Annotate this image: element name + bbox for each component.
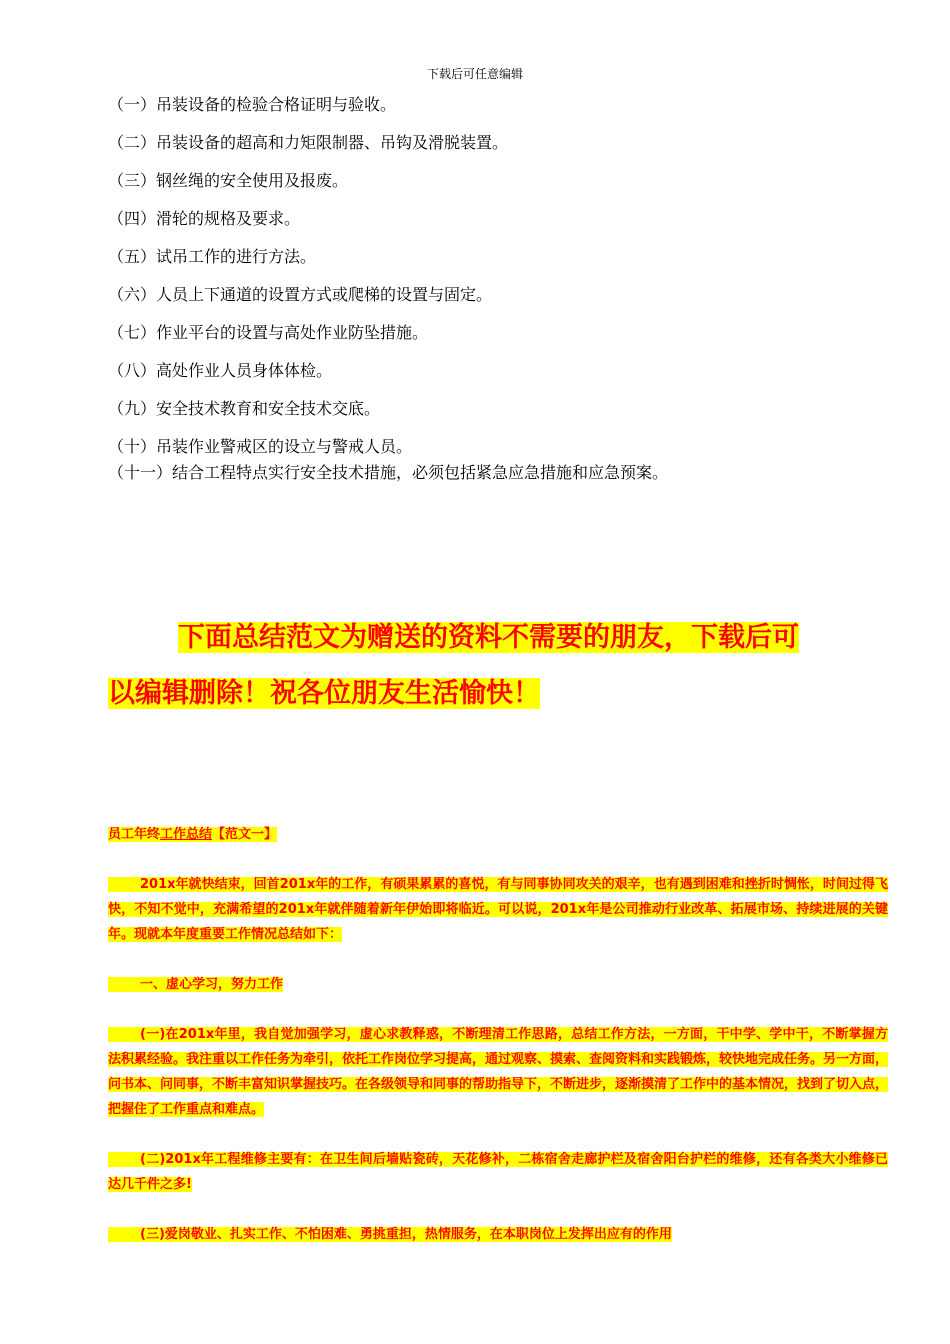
essay-paragraph: (三)爱岗敬业、扎实工作、不怕困难、勇挑重担，热情服务，在本职岗位上发挥出应有的作用 [108,1222,888,1247]
list-item: （二）吊装设备的超高和力矩限制器、吊钩及滑脱装置。 [108,133,509,152]
essay-heading: 一、虚心学习，努力工作 [108,972,888,997]
list-item: （九）安全技术教育和安全技术交底。 [108,399,381,418]
list-item: （五）试吊工作的进行方法。 [108,247,317,266]
essay-title: 员工年终工作总结【范文一】 [108,827,278,842]
promo-line-2: 以编辑删除！祝各位朋友生活愉快！ [108,678,540,709]
essay-paragraph: (一)在201x年里，我自觉加强学习，虚心求教释惑，不断理清工作思路，总结工作方法，一方面，干中学、学中干，不断掌握方法积累经验。我注重以工作任务为牵引，依托工作岗位学习提高，通过观察、摸索、查阅资料和实践锻炼，较快地完成任务。另一方面，问书本、问同事，不断丰富知识掌握技巧。在各级领导和同事的帮助指导下，不断进步，逐渐摸清了工作中的基本情况，找到了切入点，把握住了工作重点和难点。 [108,1027,889,1117]
list-item: （七）作业平台的设置与高处作业防坠措施。 [108,323,429,342]
essay-paragraph: 201x年就快结束，回首201x年的工作，有硕果累累的喜悦，有与同事协同攻关的艰辛，也有遇到困难和挫折时惆怅，时间过得飞快，不知不觉中，充满希望的201x年就伴随着新年伊始即将临近。可以说，201x年是公司推动行业改革、拓展市场、持续进展的关键年。现就本年度重要工作情况总结如下： [108,877,888,942]
list-item: （一）吊装设备的检验合格证明与验收。 [108,95,397,114]
list-item: （三）钢丝绳的安全使用及报废。 [108,171,349,190]
list-item: （八）高处作业人员身体体检。 [108,361,333,380]
list-item: （十一）结合工程特点实行安全技术措施，必须包括紧急应急措施和应急预案。 [108,463,669,482]
essay-paragraph: (二)201x年工程维修主要有：在卫生间后墙贴瓷砖，天花修补，二栋宿舍走廊护栏及宿舍阳台护栏的维修，还有各类大小维修已达几千件之多! [108,1152,888,1192]
header-note: 下载后可任意编辑 [426,67,523,81]
list-item: （四）滑轮的规格及要求。 [108,209,301,228]
promo-line-1: 下面总结范文为赠送的资料不需要的朋友，下载后可 [178,622,799,653]
promo-notice [108,610,878,722]
list-item: （十）吊装作业警戒区的设立与警戒人员。 [108,437,413,456]
safety-measures-list [108,92,888,498]
sample-essay [108,822,888,1247]
list-item: （六）人员上下通道的设置方式或爬梯的设置与固定。 [108,285,493,304]
